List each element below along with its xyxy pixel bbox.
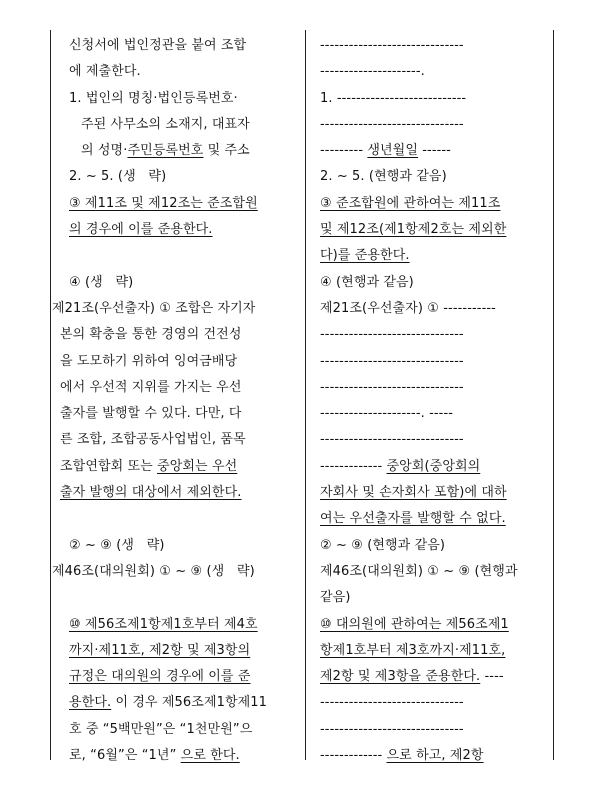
underlined-text: 중앙회는 우선: [157, 458, 238, 474]
underlined-text: 항제1호부터 제3호까지·제11호,: [320, 642, 506, 658]
right-column-line: [320, 59, 548, 85]
right-column-line: [320, 690, 548, 716]
text-segment: ---------------------.: [320, 64, 425, 80]
underlined-text: 용한다.: [69, 695, 112, 711]
right-border-line: [553, 30, 554, 760]
left-column-line: [56, 585, 296, 611]
left-column-line: [56, 690, 296, 716]
right-column-line: [320, 717, 548, 743]
right-column-line: [320, 164, 548, 190]
text-segment: ----: [480, 669, 504, 685]
left-column-line: [56, 138, 296, 164]
text-segment: 및 주소: [203, 143, 250, 159]
left-border-line: [50, 30, 51, 760]
left-column-line: [56, 349, 296, 375]
text-segment: ------------------------------: [320, 432, 464, 448]
right-column-line: [320, 585, 548, 611]
right-column-line: [320, 112, 548, 138]
left-column-line: [56, 217, 296, 243]
right-column-line: [320, 533, 548, 559]
text-segment: 주된 사무소의 소재지, 대표자: [81, 116, 250, 132]
right-column-line: [320, 375, 548, 401]
right-column-line: [320, 401, 548, 427]
text-segment: ② ~ ⑨ (현행과 같음): [320, 537, 446, 553]
right-column-line: [320, 322, 548, 348]
underlined-text: 제2항 및 제3항을 준용한다.: [320, 669, 481, 685]
right-column-line: [320, 480, 548, 506]
left-column-line: [56, 270, 296, 296]
left-column-line: [56, 33, 296, 59]
text-segment: ------------------------------: [320, 38, 464, 53]
right-column-line: [320, 349, 548, 375]
text-segment: 의 성명·: [81, 143, 128, 159]
text-segment: 이 경우 제56조제1항제11: [111, 695, 268, 711]
text-segment: -------------: [320, 458, 387, 474]
right-column-line: [320, 191, 548, 217]
text-segment: 조합연합회 또는: [60, 458, 158, 474]
underlined-text: ③ 제11조 및 제12조는 준조합원: [69, 195, 258, 211]
underlined-text: 으로 하고, 제2항: [386, 748, 484, 764]
underlined-text: ⑩ 제56조제1항제1호부터 제4호: [69, 616, 258, 632]
right-column-line: [320, 743, 548, 769]
left-column-line: [56, 59, 296, 85]
right-column-line: [320, 454, 548, 480]
text-segment: ④ (생 략): [69, 274, 134, 290]
right-column-line: [320, 506, 548, 532]
left-column-line: [56, 427, 296, 453]
text-segment: ------------------------------: [320, 353, 464, 369]
text-segment: 2. ~ 5. (현행과 같음): [320, 169, 447, 185]
text-segment: 을 도모하기 위하여 잉여금배당: [60, 353, 238, 369]
right-column-line: [320, 427, 548, 453]
text-segment: ------------------------------: [320, 116, 464, 132]
text-segment: 2. ~ 5. (생 략): [69, 169, 167, 185]
left-column-line: [56, 375, 296, 401]
underlined-text: 및 제12조(제1항제2호는 제외한: [320, 222, 507, 238]
underlined-text: 까지·제11호, 제2항 및 제3항의: [69, 642, 251, 658]
right-column-line: [320, 217, 548, 243]
text-segment: 같음): [320, 590, 351, 606]
text-segment: 로, “6월”은 “1년”: [69, 748, 181, 764]
current-law-column: [52, 33, 296, 769]
left-column-line: [56, 86, 296, 112]
text-segment: ---------------------. -----: [320, 406, 454, 422]
left-column-line: [56, 717, 296, 743]
left-column-line: [56, 401, 296, 427]
text-segment: 신청서에 법인정관을 붙여 조합: [69, 38, 247, 53]
text-segment: 제21조(우선출자) ① 조합은 자기자: [52, 300, 256, 316]
right-column-line: [320, 559, 548, 585]
left-column-line: [56, 664, 296, 690]
left-column-line: [56, 612, 296, 638]
text-segment: 에 제출한다.: [69, 64, 141, 80]
right-column-line: [320, 243, 548, 269]
underlined-text: 생년월일: [367, 143, 418, 159]
text-segment: 에서 우선적 지위를 가지는 우선: [60, 379, 242, 395]
left-column-line: [52, 559, 296, 585]
right-column-line: [320, 664, 548, 690]
text-segment: ④ (현행과 같음): [320, 274, 414, 290]
text-segment: ---------: [320, 143, 368, 159]
text-segment: 호 중 “5백만원”은 “1천만원”으: [69, 721, 253, 737]
text-segment: 1. ---------------------------: [320, 90, 467, 106]
text-segment: -------------: [320, 748, 387, 764]
text-segment: 제46조(대의원회) ① ~ ⑨ (현행과: [320, 563, 518, 579]
underlined-text: 으로 한다.: [180, 748, 240, 764]
right-column-line: [320, 296, 548, 322]
text-segment: ------------------------------: [320, 327, 464, 343]
text-segment: 본의 확충을 통한 경영의 건전성: [60, 327, 242, 343]
text-segment: ------------------------------: [320, 379, 464, 395]
right-column-line: [320, 270, 548, 296]
underlined-text: 규정은 대의원의 경우에 이를 준: [69, 669, 251, 685]
right-column-line: [320, 86, 548, 112]
underlined-text: 중앙회(중앙회의: [386, 458, 481, 474]
text-segment: 른 조합, 조합공동사업법인, 품목: [60, 432, 246, 448]
left-column-line: [52, 296, 296, 322]
text-segment: 제46조(대의원회) ① ~ ⑨ (생 략): [52, 563, 255, 579]
center-divider-line: [305, 30, 306, 760]
text-segment: 제21조(우선출자) ① -----------: [320, 300, 496, 316]
right-column-line: [320, 638, 548, 664]
left-column-line: [56, 454, 296, 480]
underlined-text: 여는 우선출자를 발행할 수 없다.: [320, 511, 506, 527]
left-column-line: [56, 322, 296, 348]
text-segment: 출자를 발행할 수 있다. 다만, 다: [60, 406, 242, 422]
left-column-line: [56, 480, 296, 506]
left-column-line: [56, 164, 296, 190]
right-column-line: [320, 612, 548, 638]
left-column-line: [56, 112, 296, 138]
text-segment: ------: [418, 143, 451, 159]
text-segment: ------------------------------: [320, 721, 464, 737]
underlined-text: 주민등록번호: [127, 143, 204, 159]
text-segment: ② ~ ⑨ (생 략): [69, 537, 165, 553]
right-column-line: [320, 33, 548, 59]
text-segment: 1. 법인의 명칭·법인등록번호·: [69, 90, 238, 106]
left-column-line: [56, 533, 296, 559]
right-column-line: [320, 138, 548, 164]
left-column-line: [56, 243, 296, 269]
left-column-line: [56, 743, 296, 769]
left-column-line: [56, 191, 296, 217]
underlined-text: ③ 준조합원에 관하여는 제11조: [320, 195, 501, 211]
underlined-text: 자회사 및 손자회사 포함)에 대하: [320, 485, 507, 501]
amendment-column: [320, 33, 548, 769]
underlined-text: ⑩ 대의원에 관하여는 제56조제1: [320, 616, 509, 632]
underlined-text: 출자 발행의 대상에서 제외한다.: [60, 485, 242, 501]
left-column-line: [56, 506, 296, 532]
underlined-text: 다)를 준용한다.: [320, 248, 410, 264]
underlined-text: 의 경우에 이를 준용한다.: [69, 222, 213, 238]
left-column-line: [56, 638, 296, 664]
text-segment: ------------------------------: [320, 695, 464, 711]
